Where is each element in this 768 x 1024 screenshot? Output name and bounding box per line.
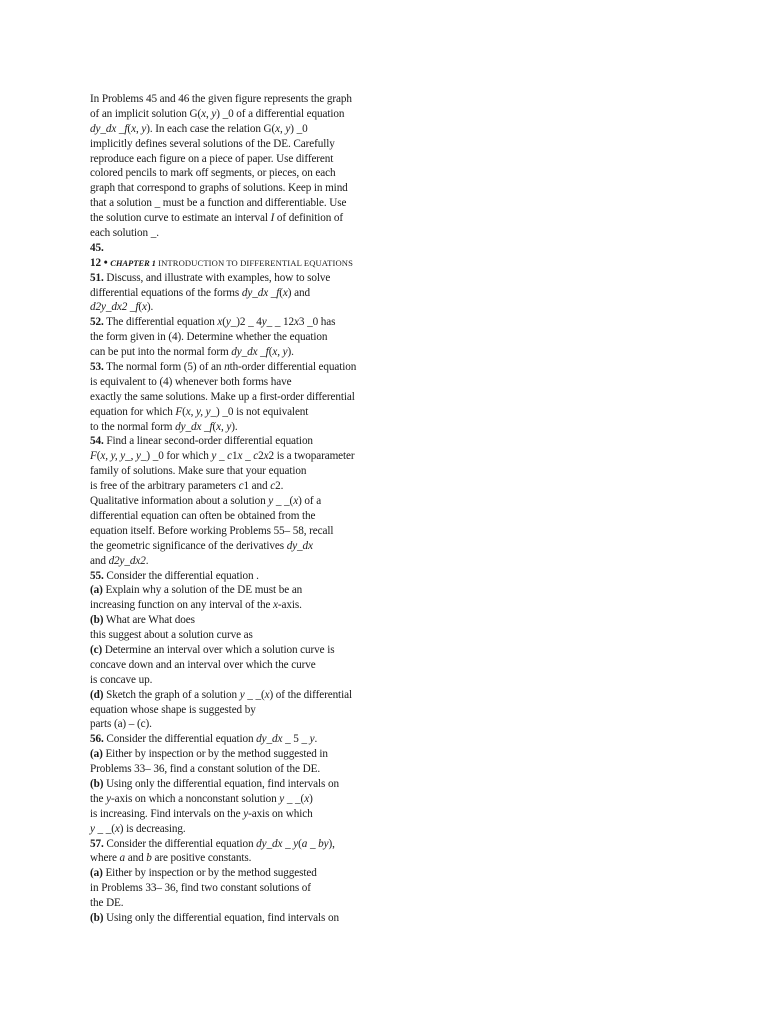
text-line: [90, 509, 410, 524]
text-segment: The differential equation: [103, 316, 218, 329]
text-segment: x: [273, 599, 278, 612]
text-segment: .: [145, 554, 149, 567]
problem-label: 52.: [90, 316, 104, 329]
text-segment: the form given in (4). Determine whether the equation: [90, 331, 328, 344]
text-segment: concave down and an interval over which the curve: [90, 658, 316, 671]
text-segment: is equivalent to (4) whenever both forms have: [90, 375, 292, 388]
text-segment: x: [293, 495, 299, 508]
text-line: [90, 896, 410, 911]
text-segment: x: [304, 792, 310, 805]
text-segment: In Problems 45 and 46 the given figure represents the graph: [90, 93, 352, 105]
text-segment: (: [268, 346, 273, 359]
text-segment: I: [270, 212, 275, 225]
text-segment: Determine an interval over which a solution curve is: [102, 643, 335, 656]
text-line: [90, 524, 410, 539]
text-segment: 2 is a twoparameter: [268, 450, 355, 463]
text-segment: The normal form (5) of an: [103, 361, 225, 374]
text-line: [90, 732, 410, 747]
text-segment: exactly the same solutions. Make up a first-order differential: [90, 390, 355, 403]
text-line: [90, 851, 410, 866]
text-segment: 1 and: [243, 480, 271, 493]
text-segment: ) and: [287, 286, 310, 299]
text-segment: (: [279, 286, 283, 299]
text-segment: (: [300, 792, 305, 805]
text-line: [90, 241, 410, 256]
text-line: [90, 449, 410, 464]
text-segment: and: [125, 852, 147, 865]
text-line: [90, 777, 410, 792]
text-line: [90, 717, 410, 732]
text-segment: dy_dx _f: [241, 286, 280, 299]
text-line: [90, 866, 410, 881]
problem-label: 56.: [90, 733, 104, 746]
text-segment: 5 _: [293, 733, 310, 746]
text-line: [90, 107, 410, 122]
text-segment: (: [298, 837, 302, 850]
text-segment: reproduce each figure on a piece of paper. Use different: [90, 152, 334, 165]
text-segment: of definition of: [274, 212, 344, 225]
problem-label: 57.: [90, 837, 104, 850]
text-segment: that a solution _ must be a function and differentiable. Use: [90, 197, 347, 210]
text-segment: the DE.: [90, 897, 124, 910]
text-segment: _) _0 for which: [140, 450, 212, 463]
text-segment: differential equation can often be obtained from the: [90, 509, 316, 522]
text-segment: ). In each case the relation G(: [146, 122, 276, 135]
text-segment: CHAPTER 1: [110, 257, 156, 268]
text-segment: the: [90, 792, 107, 805]
text-segment: can be put into the normal form: [90, 346, 232, 359]
text-line: [90, 703, 410, 718]
text-segment: Consider the differential equation: [103, 837, 257, 850]
text-segment: each solution _.: [90, 227, 159, 240]
text-segment: F: [175, 405, 183, 418]
problem-label: (a): [90, 748, 103, 761]
text-line: [90, 420, 410, 435]
text-segment: is concave up.: [90, 673, 153, 686]
text-segment: y _ _: [239, 688, 261, 701]
text-segment: ,: [280, 122, 286, 135]
text-line: [90, 271, 410, 286]
text-segment: _,: [125, 450, 137, 463]
text-segment: -axis on which a nonconstant solution: [110, 792, 280, 805]
text-segment: x, y: [216, 420, 232, 433]
text-segment: x: [263, 450, 269, 463]
text-segment: x: [131, 122, 136, 135]
text-segment: dy_dx: [286, 539, 313, 552]
text-line: [90, 390, 410, 405]
text-line: [90, 330, 410, 345]
problem-label: (a): [90, 867, 103, 880]
text-segment: b: [146, 852, 152, 865]
text-segment: the geometric significance of the derivatives: [90, 539, 287, 552]
text-line: [90, 643, 410, 658]
text-segment: d2y_dx2 _f: [90, 301, 139, 314]
text-segment: -axis on which: [248, 807, 313, 820]
text-segment: x, y, y: [185, 405, 211, 418]
text-line: [90, 673, 410, 688]
text-segment: x _ c: [237, 450, 259, 463]
text-line: [90, 911, 410, 926]
text-segment: a: [119, 852, 126, 865]
text-segment: dy_dx _f: [90, 122, 128, 135]
text-segment: (: [289, 495, 294, 508]
text-segment: What are What does: [103, 614, 195, 627]
text-segment: n: [224, 361, 230, 374]
text-segment: ): [309, 792, 313, 805]
text-line: [90, 137, 410, 152]
text-line: [90, 152, 410, 167]
text-segment: x: [294, 316, 299, 329]
text-line: [90, 688, 410, 703]
text-segment: dy_dx _f: [231, 346, 269, 359]
text-line: [90, 792, 410, 807]
text-segment: Using only the differential equation, find intervals on: [103, 777, 339, 790]
problem-label: 45.: [90, 241, 104, 254]
text-segment: c: [270, 480, 276, 493]
text-line: [90, 434, 410, 449]
text-segment: to the normal form: [90, 420, 176, 433]
text-segment: implicitly defines several solutions of the DE. Carefully: [90, 137, 335, 150]
text-segment: dy_dx _ y: [256, 837, 299, 850]
text-segment: Consider the differential equation .: [103, 569, 259, 582]
text-segment: ).: [146, 301, 154, 314]
text-line: [90, 658, 410, 673]
text-line: [90, 375, 410, 390]
text-line: [90, 598, 410, 613]
text-segment: (: [96, 450, 101, 463]
problem-label: 55.: [90, 569, 104, 582]
problem-label: (d): [90, 688, 104, 701]
text-line: [90, 256, 410, 271]
text-segment: 1: [232, 450, 238, 463]
text-segment: y: [106, 792, 111, 805]
text-segment: -axis.: [277, 599, 302, 612]
text-segment: ) of the differential: [269, 688, 352, 701]
text-segment: y: [309, 733, 315, 746]
text-line: [90, 122, 410, 137]
text-segment: x, y: [272, 346, 288, 359]
text-segment: (: [260, 688, 265, 701]
text-segment: ),: [328, 837, 335, 850]
text-segment: Find a linear second-order differential equation: [103, 435, 313, 448]
text-line: [90, 613, 410, 628]
text-segment: (: [111, 822, 115, 835]
text-segment: x: [217, 316, 223, 329]
text-segment: (: [212, 420, 217, 433]
text-segment: th-order differential equation: [229, 361, 357, 374]
text-segment: (: [138, 301, 143, 314]
text-line: [90, 554, 410, 569]
problem-label: •: [103, 256, 111, 269]
text-segment: differential equations of the forms: [90, 286, 242, 299]
text-line: [90, 807, 410, 822]
problem-label: 51.: [90, 271, 104, 284]
problem-label: (b): [90, 614, 104, 627]
text-line: [90, 226, 410, 241]
problem-label: 53.: [90, 361, 104, 374]
text-line: [90, 583, 410, 598]
text-segment: (: [222, 316, 226, 329]
text-segment: Sketch the graph of a solution: [103, 688, 240, 701]
text-line: [90, 211, 410, 226]
text-line: [90, 300, 410, 315]
text-segment: x: [282, 286, 288, 299]
text-segment: y: [141, 122, 147, 135]
text-segment: d2y_dx2: [108, 554, 146, 567]
text-segment: x, y, y: [100, 450, 126, 463]
text-segment: Using only the differential equation, find intervals on: [103, 911, 339, 924]
text-segment: of an implicit solution G(: [90, 107, 202, 120]
text-line: [90, 479, 410, 494]
text-segment: Explain why a solution of the DE must be an: [102, 584, 303, 597]
text-segment: 3 _0 has: [298, 316, 336, 329]
text-segment: equation itself. Before working Problems 55– 58, recall: [90, 524, 334, 537]
text-line: [90, 628, 410, 643]
text-segment: c: [238, 480, 244, 493]
text-segment: ) is decreasing.: [119, 822, 186, 835]
text-segment: y: [211, 107, 217, 120]
text-segment: y _ _: [279, 792, 301, 805]
text-segment: Discuss, and illustrate with examples, how to solve: [103, 271, 331, 284]
text-segment: ) _0: [290, 122, 308, 135]
text-line: [90, 539, 410, 554]
text-line: [90, 315, 410, 330]
text-segment: this suggest about a solution curve as: [90, 629, 253, 642]
text-segment: are positive constants.: [151, 852, 252, 865]
text-line: [90, 881, 410, 896]
text-line: [90, 837, 410, 852]
text-segment: family of solutions. Make sure that your equation: [90, 465, 307, 478]
text-segment: x: [264, 688, 270, 701]
text-segment: F: [90, 450, 97, 463]
text-segment: y _ _: [90, 822, 112, 835]
text-line: [90, 196, 410, 211]
text-line: [90, 286, 410, 301]
problem-label: 12: [90, 256, 104, 269]
text-segment: ) of a: [298, 495, 322, 508]
text-segment: colored pencils to mark off segments, or pieces, on each: [90, 167, 336, 180]
text-line: [90, 569, 410, 584]
text-segment: where: [90, 852, 120, 865]
text-segment: ) _0 of a differential equation: [216, 107, 345, 120]
text-line: [90, 762, 410, 777]
text-segment: _) _0 is not equivalent: [210, 405, 309, 418]
text-segment: y: [261, 316, 267, 329]
text-segment: _)2 _ 4: [230, 316, 262, 329]
text-line: [90, 464, 410, 479]
text-line: [90, 405, 410, 420]
text-segment: _ _ 12: [266, 316, 295, 329]
text-segment: a _ by: [301, 837, 329, 850]
text-segment: increasing function on any interval of the: [90, 599, 274, 612]
text-segment: dy_dx _: [256, 733, 294, 746]
text-segment: y _ c: [211, 450, 233, 463]
problem-text-block: [90, 92, 410, 926]
text-segment: dy_dx _f: [175, 420, 213, 433]
text-segment: equation for which: [90, 405, 176, 418]
text-segment: x: [275, 122, 280, 135]
text-segment: y _ _: [268, 495, 290, 508]
text-segment: in Problems 33– 36, find two constant solutions of: [90, 882, 311, 895]
text-line: [90, 747, 410, 762]
text-line: [90, 345, 410, 360]
problem-label: (b): [90, 777, 104, 790]
text-segment: parts (a) – (c).: [90, 718, 152, 731]
text-segment: ,: [135, 122, 142, 135]
text-segment: ).: [287, 346, 294, 359]
text-segment: graph that correspond to graphs of solutions. Keep in mind: [90, 182, 348, 195]
text-segment: the solution curve to estimate an interval: [90, 212, 271, 225]
text-segment: Either by inspection or by the method suggested: [102, 867, 317, 880]
text-line: [90, 181, 410, 196]
problem-label: (c): [90, 643, 103, 656]
text-segment: y: [285, 122, 291, 135]
text-segment: is increasing. Find intervals on the: [90, 807, 244, 820]
text-line: [90, 166, 410, 181]
text-segment: y: [136, 450, 141, 463]
problem-label: (a): [90, 584, 103, 597]
text-segment: 2: [258, 450, 264, 463]
text-segment: Qualitative information about a solution: [90, 495, 269, 508]
text-segment: ).: [231, 420, 238, 433]
text-segment: Either by inspection or by the method suggested in: [102, 748, 328, 761]
text-segment: INTRODUCTION TO DIFFERENTIAL EQUATIONS: [155, 257, 353, 268]
text-segment: and: [90, 554, 109, 567]
text-segment: x: [142, 301, 147, 314]
text-segment: equation whose shape is suggested by: [90, 703, 256, 716]
text-segment: x: [201, 107, 207, 120]
text-segment: x: [114, 822, 120, 835]
text-segment: ,: [206, 107, 212, 120]
text-segment: y: [225, 316, 231, 329]
text-segment: .: [314, 733, 318, 746]
problem-label: (b): [90, 911, 104, 924]
text-line: [90, 494, 410, 509]
problem-label: 54.: [90, 435, 104, 448]
text-line: [90, 822, 410, 837]
text-segment: 2.: [275, 480, 284, 493]
text-line: [90, 360, 410, 375]
text-segment: Problems 33– 36, find a constant solution of the DE.: [90, 763, 321, 776]
text-segment: Consider the differential equation: [103, 733, 257, 746]
text-segment: (: [127, 122, 132, 135]
text-segment: is free of the arbitrary parameters: [90, 480, 239, 493]
text-segment: (: [182, 405, 186, 418]
text-line: [90, 92, 410, 107]
text-segment: y: [243, 807, 249, 820]
